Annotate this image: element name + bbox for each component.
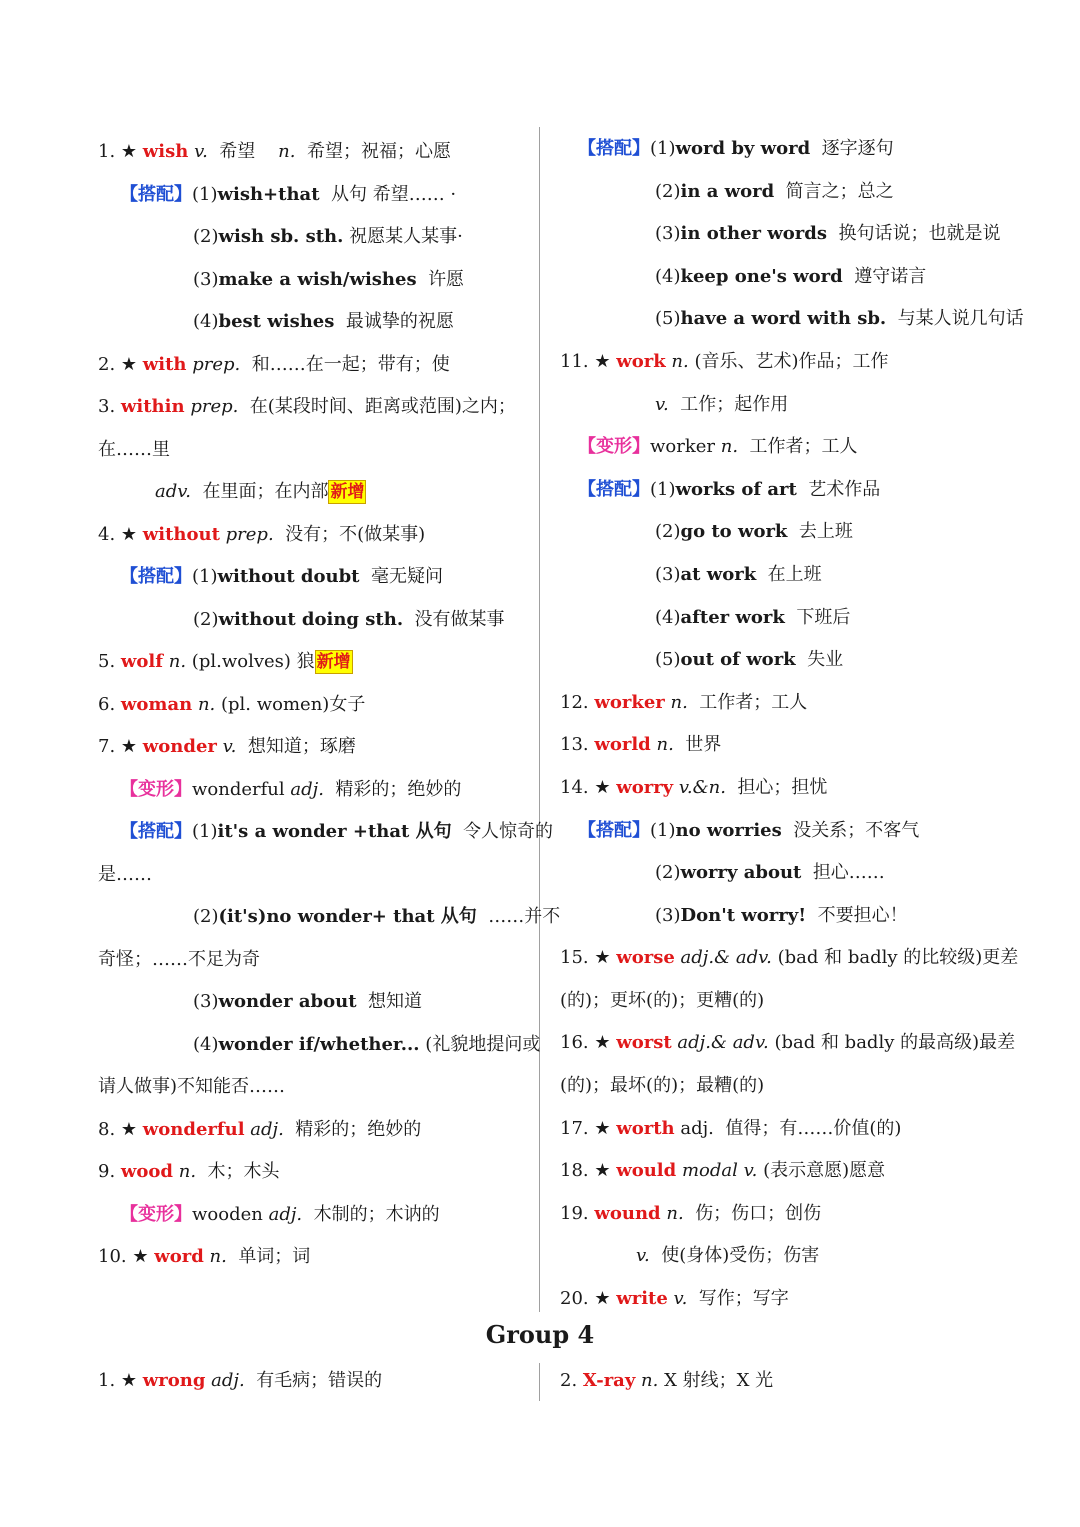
entry-woman bbox=[98, 684, 528, 727]
definition: (的)；更坏(的)；更糟(的) bbox=[560, 989, 765, 1011]
item-number: (3) bbox=[655, 223, 681, 245]
collocation-line bbox=[560, 895, 1000, 938]
definition: 没有；不(做某事) bbox=[285, 523, 426, 545]
meaning: 请人做事)不知能否…… bbox=[98, 1076, 286, 1097]
collocation-tag: 【搭配】 bbox=[578, 138, 650, 159]
collocation-line bbox=[98, 259, 528, 302]
part-of-speech: v. bbox=[673, 1288, 688, 1310]
left-column bbox=[98, 131, 561, 1279]
part-of-speech: adj.& adv. bbox=[680, 947, 772, 969]
headword: wonder bbox=[142, 736, 217, 757]
definition: 在(某段时间、距离或范围)之内； bbox=[249, 396, 516, 417]
meaning-continuation bbox=[98, 854, 528, 897]
part-of-speech: adv. bbox=[155, 481, 192, 502]
part-of-speech: prep. bbox=[192, 353, 241, 375]
definition: 希望 bbox=[219, 141, 256, 162]
item-number: (5) bbox=[655, 649, 681, 671]
entry-worth bbox=[560, 1108, 1000, 1151]
entry-number: 5. bbox=[98, 651, 121, 672]
headword: worse bbox=[616, 947, 675, 969]
new-badge: 新增 bbox=[330, 482, 365, 502]
collocation-line bbox=[560, 597, 1000, 640]
headword: wrong bbox=[142, 1370, 206, 1391]
entry-number: 4. ★ bbox=[98, 523, 143, 545]
headword: wonderful bbox=[142, 1118, 245, 1140]
entry-with bbox=[98, 344, 528, 387]
sense-line bbox=[560, 384, 1000, 427]
phrase: at work bbox=[680, 563, 757, 585]
part-of-speech: n. bbox=[209, 1246, 227, 1267]
phrase: without doubt bbox=[217, 566, 360, 587]
phrase: in a word bbox=[680, 180, 775, 202]
phrase: in other words bbox=[680, 223, 828, 245]
part-of-speech: n. bbox=[720, 436, 739, 458]
part-of-speech: n. bbox=[670, 691, 688, 713]
variant-word: wonderful bbox=[192, 778, 285, 800]
entry-wish bbox=[98, 131, 528, 174]
definition: 伤；伤口；创伤 bbox=[695, 1202, 822, 1224]
item-number: (1) bbox=[650, 138, 676, 159]
definition: 希望；祝福；心愿 bbox=[306, 141, 451, 162]
entry-number: 15. ★ bbox=[560, 947, 617, 969]
definition: 和……在一起；带有；使 bbox=[251, 353, 450, 375]
part-of-speech: n. bbox=[656, 734, 674, 756]
collocation-line bbox=[560, 852, 1000, 895]
phrase: wonder about bbox=[218, 991, 357, 1012]
collocation-line bbox=[560, 554, 1000, 597]
collocation-line bbox=[560, 511, 1000, 554]
entry-number: 9. bbox=[98, 1161, 121, 1182]
variant-word: wooden bbox=[192, 1203, 263, 1225]
entry-world bbox=[560, 724, 1000, 767]
definition: 在里面；在内部 bbox=[202, 481, 329, 502]
definition: 值得；有……价值(的) bbox=[725, 1117, 902, 1139]
group-heading: Group 4 bbox=[485, 1320, 595, 1349]
definition: (表示意愿)愿意 bbox=[763, 1160, 886, 1182]
definition: 有毛病；错误的 bbox=[256, 1370, 383, 1391]
entry-number: 17. ★ bbox=[560, 1117, 617, 1139]
phrase: it's a wonder +that 从句 bbox=[217, 821, 452, 842]
part-of-speech: v.&n. bbox=[678, 776, 726, 798]
entry-worker bbox=[560, 682, 1000, 725]
item-number: (2) bbox=[193, 906, 219, 927]
meaning: 去上班 bbox=[798, 521, 853, 543]
phrase: (it's)no wonder+ that 从句 bbox=[218, 906, 477, 927]
headword: work bbox=[616, 350, 666, 372]
part-of-speech: adj. bbox=[680, 1117, 714, 1139]
part-of-speech: n. bbox=[671, 350, 689, 372]
meaning: 遵守诺言 bbox=[854, 265, 927, 287]
definition: (音乐、艺术)作品；工作 bbox=[694, 350, 889, 372]
definition: 工作；起作用 bbox=[680, 393, 789, 415]
right-column bbox=[560, 128, 1024, 1321]
part-of-speech: n. bbox=[278, 141, 296, 162]
definition: 精彩的；绝妙的 bbox=[295, 1118, 422, 1140]
entry-number: 7. ★ bbox=[98, 736, 143, 757]
headword: without bbox=[142, 523, 220, 545]
meaning: 令人惊奇的 bbox=[463, 821, 554, 842]
phrase: wish sb. sth. bbox=[218, 226, 344, 247]
part-of-speech: adj. bbox=[250, 1118, 284, 1140]
definition: 在……里 bbox=[98, 438, 170, 460]
sense-line bbox=[560, 1235, 1000, 1278]
entry-number: 16. ★ bbox=[560, 1032, 617, 1054]
entry-would bbox=[560, 1150, 1000, 1193]
headword: wound bbox=[594, 1202, 661, 1224]
collocation-line bbox=[98, 599, 528, 642]
item-number: (2) bbox=[655, 180, 681, 202]
phrase: best wishes bbox=[218, 311, 335, 332]
phrase: have a word with sb. bbox=[680, 308, 887, 330]
meaning: 不要担心！ bbox=[817, 904, 908, 926]
phrase: works of art bbox=[675, 478, 797, 500]
definition: 写作；写字 bbox=[698, 1288, 789, 1310]
definition: 工作者；工人 bbox=[699, 691, 808, 713]
headword: world bbox=[594, 734, 651, 756]
definition-continuation bbox=[560, 980, 1000, 1023]
entry-wonder bbox=[98, 726, 528, 769]
part-of-speech: n. bbox=[666, 1202, 684, 1224]
item-number: (2) bbox=[655, 521, 681, 543]
phrase: keep one's word bbox=[680, 265, 843, 287]
headword: worth bbox=[616, 1117, 675, 1139]
item-number: (3) bbox=[655, 563, 681, 585]
entry-word bbox=[98, 1236, 528, 1279]
collocation-line bbox=[560, 213, 1000, 256]
phrase: out of work bbox=[680, 649, 796, 671]
part-of-speech: n. bbox=[641, 1370, 659, 1391]
phrase: worry about bbox=[680, 862, 802, 884]
collocation-line bbox=[98, 1024, 541, 1067]
definition: 想知道；琢磨 bbox=[247, 736, 356, 757]
definition-continuation bbox=[98, 429, 528, 472]
headword: within bbox=[120, 396, 185, 417]
variant-tag: 【变形】 bbox=[120, 1203, 192, 1225]
phrase: wish+that bbox=[217, 183, 320, 205]
item-number: (3) bbox=[193, 991, 219, 1012]
meaning: 简言之；总之 bbox=[785, 180, 894, 202]
part-of-speech: v. bbox=[194, 141, 208, 162]
meaning: 祝愿某人某事· bbox=[349, 226, 463, 247]
meaning: 失业 bbox=[807, 649, 844, 671]
entry-number: 2. bbox=[560, 1370, 583, 1391]
headword: woman bbox=[120, 693, 193, 715]
headword: with bbox=[142, 353, 187, 375]
sense-line bbox=[98, 471, 528, 514]
item-number: (4) bbox=[655, 265, 681, 287]
meaning: 与某人说几句话 bbox=[897, 308, 1024, 330]
part-of-speech: v. bbox=[222, 736, 237, 757]
definition: (pl. women)女子 bbox=[221, 693, 366, 715]
headword: X-ray bbox=[582, 1370, 636, 1391]
part-of-speech: adj. bbox=[268, 1203, 303, 1225]
entry-number: 10. ★ bbox=[98, 1246, 155, 1267]
entry-number: 20. ★ bbox=[560, 1288, 617, 1310]
headword: wish bbox=[142, 141, 189, 162]
phrase: wonder if/whether... bbox=[218, 1033, 420, 1055]
phrase: without doing sth. bbox=[218, 608, 404, 630]
collocation-line bbox=[98, 811, 554, 854]
headword: would bbox=[616, 1160, 677, 1182]
entry-wolf bbox=[98, 641, 528, 684]
meaning: 木制的；木讷的 bbox=[313, 1203, 440, 1225]
meaning-continuation bbox=[98, 939, 528, 982]
entry-number: 6. bbox=[98, 693, 121, 715]
item-number: (5) bbox=[655, 308, 681, 330]
definition: 单词；词 bbox=[238, 1246, 311, 1267]
item-number: (3) bbox=[193, 268, 219, 290]
entry-work bbox=[560, 341, 1000, 384]
meaning: 担心…… bbox=[812, 862, 885, 884]
variant-line bbox=[98, 1194, 528, 1237]
phrase: Don't worry! bbox=[680, 904, 807, 926]
item-number: (4) bbox=[655, 606, 681, 628]
entry-number: 13. bbox=[560, 734, 595, 756]
definition: 使(身体)受伤；伤害 bbox=[661, 1245, 820, 1267]
meaning-continuation bbox=[98, 1066, 528, 1109]
part-of-speech: adj.& adv. bbox=[677, 1032, 769, 1054]
column-divider-top bbox=[539, 127, 540, 1312]
variant-tag: 【变形】 bbox=[578, 436, 650, 458]
definition-continuation bbox=[560, 1065, 1000, 1108]
variant-tag: 【变形】 bbox=[120, 778, 192, 800]
part-of-speech: v. bbox=[655, 393, 669, 415]
entry-worry bbox=[560, 767, 1000, 810]
entry-worst bbox=[560, 1022, 1016, 1065]
entry-x-ray bbox=[560, 1366, 773, 1392]
entry-number: 1. ★ bbox=[98, 141, 143, 162]
collocation-line bbox=[98, 896, 561, 939]
definition: 世界 bbox=[685, 734, 722, 756]
definition: (bad 和 badly 的最高级)最差 bbox=[774, 1032, 1016, 1054]
meaning: 逐字逐句 bbox=[821, 138, 894, 159]
collocation-line bbox=[98, 556, 528, 599]
collocation-line bbox=[560, 171, 1000, 214]
entry-number: 12. bbox=[560, 691, 595, 713]
meaning: 从句 希望…… · bbox=[330, 183, 457, 205]
headword: worry bbox=[616, 776, 674, 798]
entry-wound bbox=[560, 1193, 1000, 1236]
meaning: 没有做某事 bbox=[414, 608, 505, 630]
entry-number: 3. bbox=[98, 396, 121, 417]
item-number: (1) bbox=[650, 819, 676, 841]
definition: 担心；担忧 bbox=[737, 776, 828, 798]
meaning: 是…… bbox=[98, 863, 152, 885]
collocation-line bbox=[560, 256, 1000, 299]
entry-wood bbox=[98, 1151, 528, 1194]
collocation-line bbox=[560, 469, 1000, 512]
item-number: (2) bbox=[193, 608, 219, 630]
meaning: 在上班 bbox=[767, 563, 822, 585]
collocation-tag: 【搭配】 bbox=[120, 821, 192, 842]
entry-within bbox=[98, 386, 528, 429]
item-number: (1) bbox=[192, 183, 218, 205]
part-of-speech: prep. bbox=[190, 396, 239, 417]
entry-write bbox=[560, 1278, 1000, 1321]
collocation-tag: 【搭配】 bbox=[120, 566, 192, 587]
definition: 木；木头 bbox=[207, 1161, 280, 1182]
collocation-line bbox=[560, 639, 1000, 682]
entry-number: 19. bbox=[560, 1202, 595, 1224]
item-number: (3) bbox=[655, 904, 681, 926]
meaning: 许愿 bbox=[428, 268, 465, 290]
meaning: 换句话说；也就是说 bbox=[838, 223, 1001, 245]
part-of-speech: n. bbox=[168, 651, 187, 672]
definition: (pl.wolves) 狼 bbox=[191, 651, 315, 672]
part-of-speech: adj. bbox=[211, 1370, 245, 1391]
meaning: 下班后 bbox=[796, 606, 851, 628]
entry-worse bbox=[560, 937, 1019, 980]
collocation-line bbox=[560, 298, 1024, 341]
entry-number: 11. ★ bbox=[560, 350, 617, 372]
item-number: (2) bbox=[655, 862, 681, 884]
part-of-speech: v. bbox=[636, 1245, 650, 1267]
collocation-line bbox=[98, 216, 528, 259]
collocation-line bbox=[560, 128, 1000, 171]
collocation-tag: 【搭配】 bbox=[578, 478, 650, 500]
entry-number: 18. ★ bbox=[560, 1160, 617, 1182]
meaning: 工作者；工人 bbox=[749, 436, 858, 458]
item-number: (1) bbox=[650, 478, 676, 500]
collocation-tag: 【搭配】 bbox=[578, 819, 650, 841]
meaning: (礼貌地提问或 bbox=[425, 1033, 541, 1055]
meaning: 毫无疑问 bbox=[370, 566, 443, 587]
headword: worker bbox=[594, 691, 665, 713]
meaning: 艺术作品 bbox=[808, 478, 881, 500]
meaning: 想知道 bbox=[368, 991, 422, 1012]
entry-wonderful bbox=[98, 1109, 528, 1152]
variant-word: worker bbox=[650, 436, 716, 458]
entry-number: 14. ★ bbox=[560, 776, 617, 798]
definition: (bad 和 badly 的比较级)更差 bbox=[777, 947, 1019, 969]
phrase: no worries bbox=[675, 819, 782, 841]
part-of-speech: adj. bbox=[290, 778, 324, 800]
collocation-tag: 【搭配】 bbox=[120, 183, 192, 205]
headword: wood bbox=[120, 1161, 173, 1182]
entry-number: 2. ★ bbox=[98, 353, 143, 375]
item-number: (4) bbox=[193, 1033, 219, 1055]
variant-line bbox=[560, 426, 1000, 469]
item-number: (2) bbox=[193, 226, 219, 247]
phrase: go to work bbox=[680, 521, 788, 543]
definition: (的)；最坏(的)；最糟(的) bbox=[560, 1075, 765, 1097]
part-of-speech: n. bbox=[197, 693, 216, 715]
collocation-line bbox=[98, 301, 528, 344]
collocation-line bbox=[98, 981, 528, 1024]
item-number: (4) bbox=[193, 311, 219, 332]
collocation-line bbox=[98, 174, 528, 217]
item-number: (1) bbox=[192, 821, 218, 842]
headword: word bbox=[154, 1246, 204, 1267]
headword: worst bbox=[616, 1032, 672, 1054]
variant-line bbox=[98, 769, 528, 812]
phrase: after work bbox=[680, 606, 785, 628]
meaning: 最诚挚的祝愿 bbox=[345, 311, 454, 332]
headword: write bbox=[616, 1288, 668, 1310]
part-of-speech: modal v. bbox=[681, 1160, 758, 1182]
entry-wrong bbox=[98, 1366, 382, 1392]
item-number: (1) bbox=[192, 566, 218, 587]
meaning: 奇怪；……不足为奇 bbox=[98, 948, 260, 970]
phrase: make a wish/wishes bbox=[218, 268, 417, 290]
part-of-speech: n. bbox=[178, 1161, 197, 1182]
meaning: ……并不 bbox=[488, 906, 561, 927]
phrase: word by word bbox=[675, 138, 811, 159]
headword: wolf bbox=[120, 651, 163, 672]
entry-number: 8. ★ bbox=[98, 1118, 143, 1140]
meaning: 精彩的；绝妙的 bbox=[335, 778, 462, 800]
entry-number: 1. ★ bbox=[98, 1370, 143, 1391]
column-divider-bottom bbox=[539, 1363, 540, 1401]
definition: X 射线；X 光 bbox=[664, 1370, 774, 1391]
new-badge: 新增 bbox=[316, 652, 351, 672]
collocation-line bbox=[560, 810, 1000, 853]
entry-without bbox=[98, 514, 528, 557]
meaning: 没关系；不客气 bbox=[793, 819, 920, 841]
part-of-speech: prep. bbox=[225, 523, 274, 545]
